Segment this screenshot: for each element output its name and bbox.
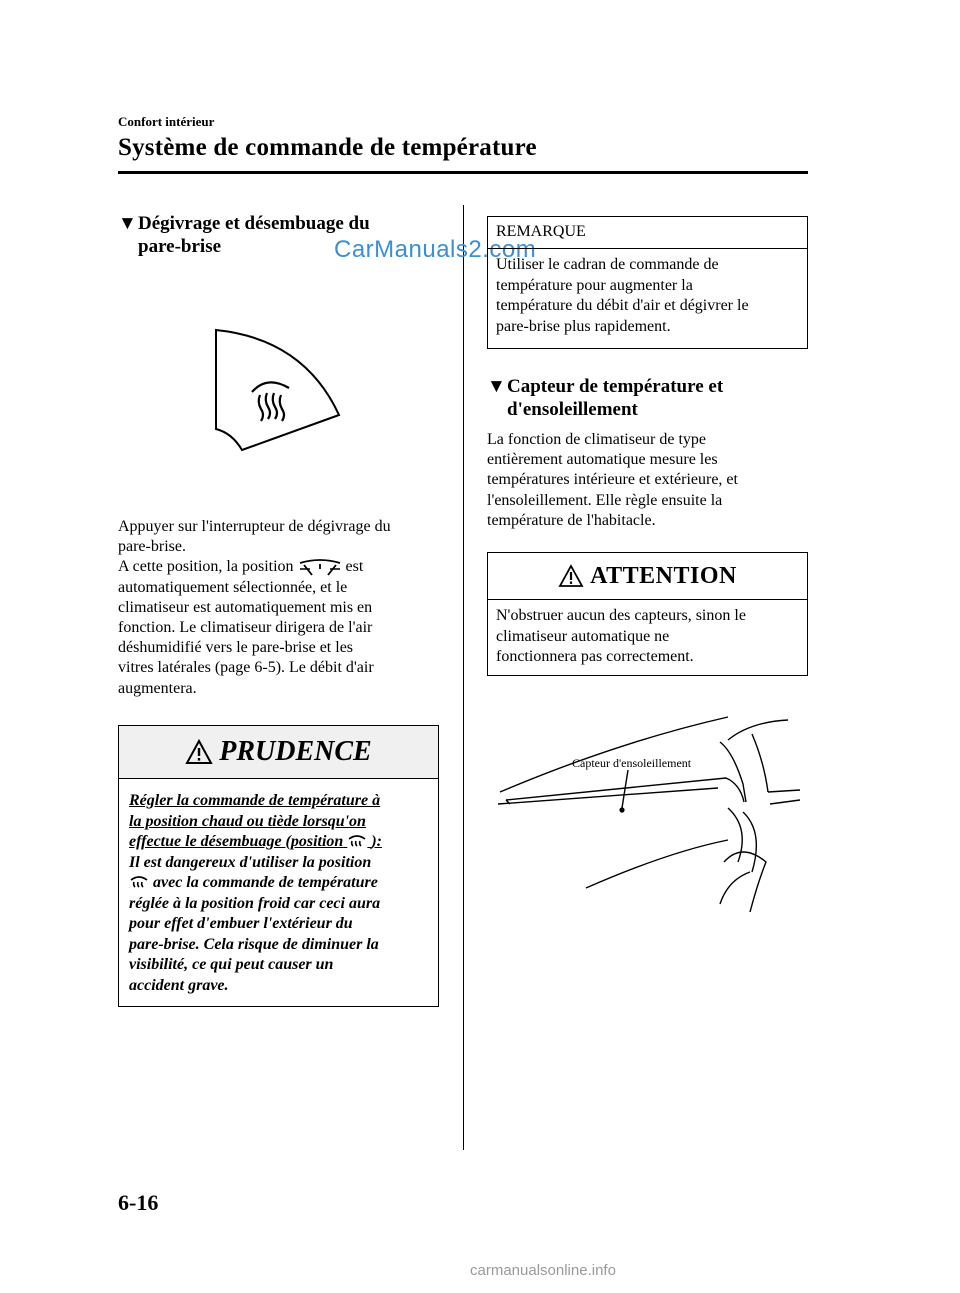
heading-defrost-line2: pare-brise bbox=[138, 236, 222, 257]
page-title: Système de commande de température bbox=[118, 134, 537, 161]
triangle-down-icon: ▼ bbox=[487, 376, 506, 397]
title-rule bbox=[118, 171, 808, 174]
attention-header bbox=[488, 553, 807, 600]
page-number: 6-16 bbox=[118, 1190, 159, 1215]
attention-title: ATTENTION bbox=[590, 562, 737, 589]
defroster-switch-illustration bbox=[212, 325, 347, 465]
sensor-callout-label: Capteur d'ensoleillement bbox=[572, 756, 692, 770]
note-title: REMARQUE bbox=[488, 217, 807, 249]
note-body: Utiliser le cadran de commande de température pour augmenter la température du débit d'air et dégivrer le pare-brise plus rapidement. bbox=[496, 256, 749, 335]
note-box bbox=[487, 216, 808, 349]
prudence-title: PRUDENCE bbox=[219, 736, 372, 767]
attention-box bbox=[487, 552, 808, 676]
sensor-paragraph: La fonction de climatiseur de type entièrement automatique mesure les températures intérieure et extérieure, et l'ensoleillement. Elle règle ensuite la température de l'habitacle. bbox=[487, 431, 738, 529]
warning-triangle-icon bbox=[558, 564, 584, 588]
heading-sensor-line2: d'ensoleillement bbox=[507, 399, 638, 420]
heading-sensor-line1: Capteur de température et bbox=[507, 376, 724, 397]
warning-triangle-icon bbox=[185, 739, 213, 765]
heading-defrost-line1: Dégivrage et désembuage du bbox=[138, 213, 370, 234]
section-label: Confort intérieur bbox=[118, 114, 215, 129]
attention-body: N'obstruer aucun des capteurs, sinon le climatiseur automatique ne fonctionnera pas correctement. bbox=[496, 607, 746, 665]
heading-defrost bbox=[118, 212, 448, 258]
windshield-side-vent-icon bbox=[298, 559, 342, 577]
defroster-small-icon bbox=[129, 875, 149, 891]
column-divider bbox=[463, 205, 464, 1150]
heading-sensor bbox=[487, 375, 817, 421]
prudence-box bbox=[118, 725, 439, 1007]
sun-sensor-illustration bbox=[488, 712, 808, 917]
defroster-small-icon bbox=[347, 834, 367, 850]
triangle-down-icon: ▼ bbox=[118, 213, 137, 234]
watermark-top: CarManuals2.com bbox=[334, 236, 537, 263]
sun-sensor-point bbox=[619, 807, 624, 812]
prudence-header bbox=[119, 726, 438, 779]
prudence-body: Régler la commande de température à la position chaud ou tiède lorsqu'on effectue le désembuage (position ): Il est dangereux d'utiliser la position avec la commande de température réglée à la position froid car ceci aura pour effet d'embuer l'extérieur du pare-brise. Cela risque de diminuer la visibilité, ce qui peut causer un accident grave. bbox=[129, 792, 382, 994]
defrost-paragraph: Appuyer sur l'interrupteur de dégivrage du pare-brise. A cette position, la position est automatiquement sélectionnée, et le climatiseur est automatiquement mis en fonction. Le climatiseur dirigera de l'air déshumidifié vers le pare-brise et les vitres latérales (page 6-5). Le débit d'air augmentera. bbox=[118, 518, 391, 697]
watermark-bottom: carmanualsonline.info bbox=[470, 1262, 616, 1279]
